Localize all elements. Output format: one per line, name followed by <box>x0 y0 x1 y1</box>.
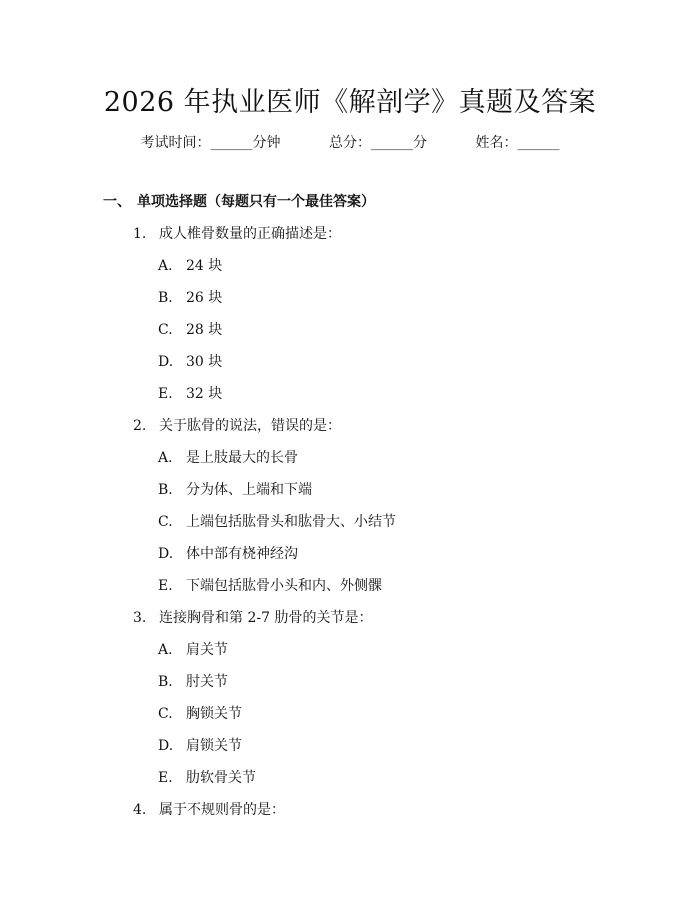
question-number: 3. <box>133 610 147 626</box>
section-title: 单项选择题（每题只有一个最佳答案） <box>137 194 375 210</box>
option-text: 32 块 <box>186 386 223 402</box>
exam-meta <box>0 132 700 152</box>
question-1 <box>133 223 341 243</box>
question-number: 2. <box>133 418 147 434</box>
option-text: 肩关节 <box>186 642 228 658</box>
option-letter: D. <box>158 354 174 370</box>
question-text: 成人椎骨数量的正确描述是： <box>159 226 341 242</box>
option-text: 肩锁关节 <box>186 738 242 754</box>
option-text: 分为体、上端和下端 <box>186 482 312 498</box>
section-number: 一、 <box>103 194 131 210</box>
option-1b <box>158 287 222 307</box>
option-3e <box>158 767 256 787</box>
option-2b <box>158 479 312 499</box>
option-text: 上端包括肱骨头和肱骨大、小结节 <box>186 514 396 530</box>
option-3b <box>158 671 228 691</box>
exam-time-field: 考试时间：______分钟 <box>140 135 281 151</box>
question-number: 1. <box>133 226 147 242</box>
option-letter: A. <box>158 258 173 274</box>
name-field: 姓名：______ <box>475 135 560 151</box>
option-letter: B. <box>158 290 173 306</box>
option-letter: E. <box>158 386 173 402</box>
page-title: 2026 年执业医师《解剖学》真题及答案 <box>103 87 597 118</box>
option-letter: C. <box>158 514 173 530</box>
question-2 <box>133 415 341 435</box>
option-letter: B. <box>158 674 173 690</box>
option-text: 24 块 <box>186 258 223 274</box>
option-text: 体中部有桡神经沟 <box>186 546 298 562</box>
option-3a <box>158 639 228 659</box>
option-letter: D. <box>158 738 174 754</box>
section-heading <box>103 191 375 211</box>
question-text: 属于不规则骨的是： <box>159 802 285 818</box>
option-2a <box>158 447 298 467</box>
question-4 <box>133 799 285 819</box>
question-text: 连接胸骨和第 2-7 肋骨的关节是： <box>159 610 373 626</box>
option-text: 胸锁关节 <box>186 706 242 722</box>
option-1a <box>158 255 222 275</box>
option-letter: E. <box>158 578 173 594</box>
option-1e <box>158 383 222 403</box>
option-text: 26 块 <box>186 290 223 306</box>
option-letter: B. <box>158 482 173 498</box>
option-text: 肘关节 <box>186 674 228 690</box>
option-text: 28 块 <box>186 322 223 338</box>
option-1d <box>158 351 222 371</box>
question-number: 4. <box>133 802 147 818</box>
question-3 <box>133 607 372 627</box>
option-text: 30 块 <box>186 354 223 370</box>
option-text: 肋软骨关节 <box>186 770 256 786</box>
total-score-field: 总分：______分 <box>329 135 427 151</box>
option-letter: A. <box>158 450 173 466</box>
option-3d <box>158 735 242 755</box>
option-3c <box>158 703 242 723</box>
option-text: 是上肢最大的长骨 <box>186 450 298 466</box>
question-text: 关于肱骨的说法，错误的是： <box>159 418 341 434</box>
option-letter: E. <box>158 770 173 786</box>
option-2e <box>158 575 382 595</box>
option-text: 下端包括肱骨小头和内、外侧髁 <box>186 578 382 594</box>
option-letter: D. <box>158 546 174 562</box>
option-letter: A. <box>158 642 173 658</box>
option-letter: C. <box>158 322 173 338</box>
option-letter: C. <box>158 706 173 722</box>
option-2c <box>158 511 396 531</box>
option-2d <box>158 543 298 563</box>
option-1c <box>158 319 222 339</box>
